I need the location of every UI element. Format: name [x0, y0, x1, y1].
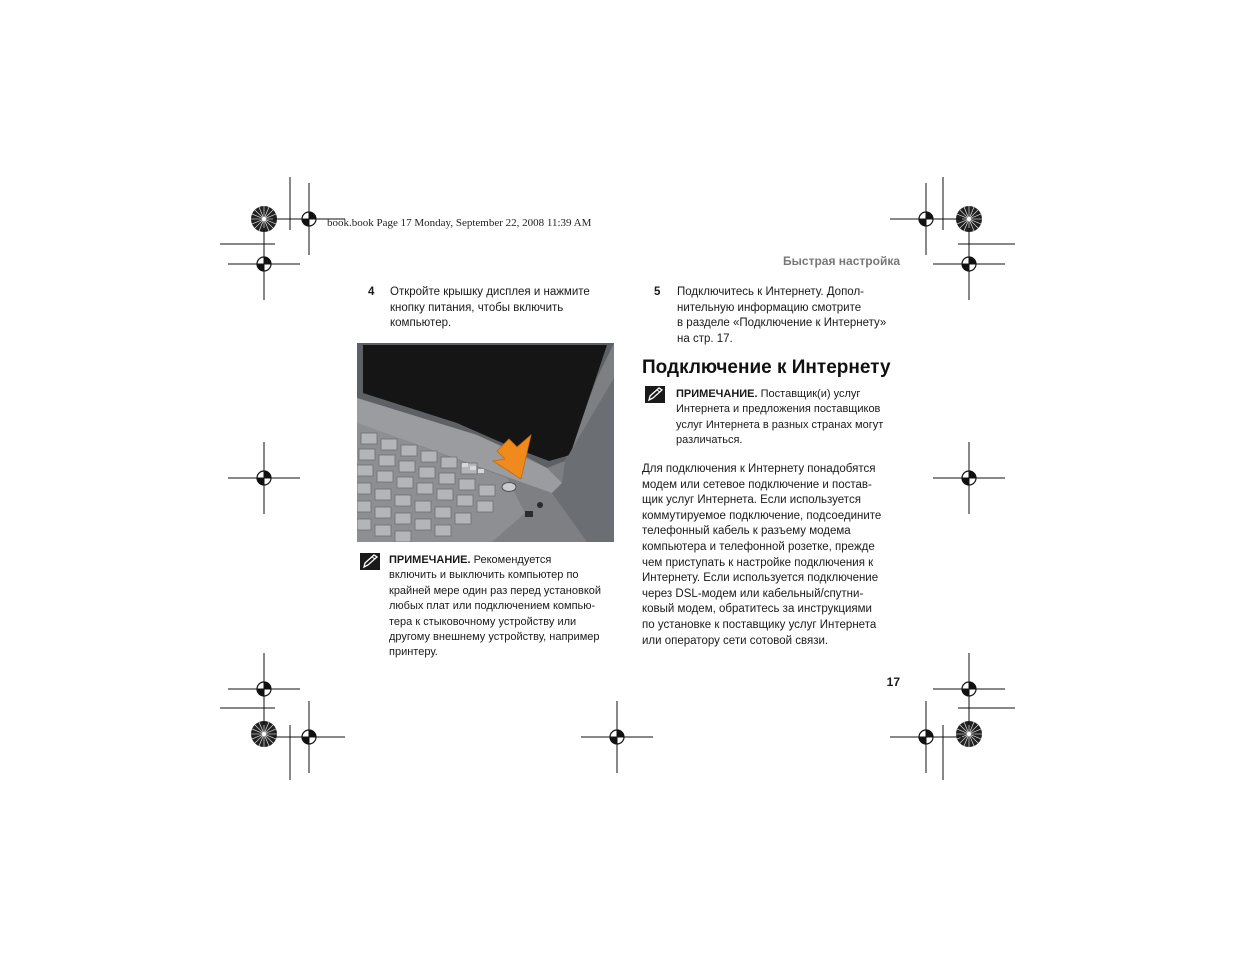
- text-line: в разделе «Подключение к Интернету»: [677, 317, 887, 330]
- text-line: Интернета и предложения поставщиков: [676, 403, 881, 416]
- text-line: модем или сетевое подключение и постав-: [642, 478, 872, 491]
- registration-target-icon: [890, 183, 962, 255]
- step-number: 5: [654, 286, 661, 298]
- text-line: по установке к поставщику услуг Интернета: [642, 618, 877, 631]
- text-line: ковый модем, обратитесь за инструкциями: [642, 603, 872, 616]
- note-pencil-icon: [645, 386, 665, 408]
- note-label: ПРИМЕЧАНИЕ.: [389, 554, 471, 566]
- note-first-line: [676, 387, 906, 402]
- text-line: любых плат или подключением компью-: [389, 600, 596, 613]
- page-number: 17: [886, 675, 900, 689]
- text-line: на стр. 17.: [677, 332, 733, 345]
- step-text: [677, 285, 917, 347]
- text-line: включить и выключить компьютер по: [389, 569, 579, 582]
- registration-target-icon: [933, 442, 1005, 514]
- text-line: коммутируемое подключение, подсоедините: [642, 509, 882, 522]
- text-line: различаться.: [676, 434, 743, 447]
- laptop-power-button-photo: [357, 343, 614, 542]
- text-line: крайней мере один раз перед установкой: [389, 584, 602, 597]
- text-line: чем приступать к настройке подключения к: [642, 556, 874, 569]
- note-label: ПРИМЕЧАНИЕ.: [676, 388, 758, 400]
- text-line: телефонный кабель к разъему модема: [642, 525, 851, 538]
- text-line: принтеру.: [389, 646, 438, 659]
- registration-target-icon: [273, 701, 345, 773]
- note-text: Поставщик(и) услуг: [757, 388, 861, 400]
- text-line: Откройте крышку дисплея и нажмите: [390, 286, 590, 298]
- text-line: через DSL-модем или кабельный/спутни-: [642, 587, 864, 600]
- text-line: или оператору сети сотовой связи.: [642, 634, 829, 647]
- step-number: 4: [368, 286, 375, 298]
- note-text: Рекомендуется: [470, 554, 552, 566]
- registration-target-icon: [228, 228, 300, 300]
- text-line: компьютера и телефонной розетке, прежде: [642, 540, 875, 553]
- text-line: Подключитесь к Интернету. Допол-: [677, 286, 864, 298]
- text-line: тера к стыковочному устройству или: [389, 615, 577, 628]
- text-line: другому внешнему устройству, например: [389, 631, 600, 644]
- body-paragraph: [642, 462, 902, 649]
- text-line: нительную информацию смотрите: [677, 301, 862, 314]
- registration-target-icon: [581, 701, 653, 773]
- note-first-line: [389, 553, 621, 568]
- running-head: Быстрая настройка: [783, 254, 900, 268]
- registration-target-icon: [890, 701, 962, 773]
- note-pencil-icon: [360, 553, 380, 575]
- step-text: [390, 285, 620, 332]
- registration-target-icon: [228, 653, 300, 725]
- section-heading: Подключение к Интернету: [642, 357, 891, 378]
- text-line: Интернету. Если используется подключение: [642, 572, 879, 585]
- text-line: щик услуг Интернета. Если используется: [642, 494, 861, 507]
- print-slug: book.book Page 17 Monday, September 22, 2008 11:39 AM: [327, 217, 592, 229]
- registration-target-icon: [933, 228, 1005, 300]
- text-line: компьютер.: [390, 317, 452, 330]
- text-line: услуг Интернета в разных странах могут: [676, 418, 884, 431]
- note-left: [389, 553, 621, 661]
- registration-target-icon: [228, 442, 300, 514]
- text-line: кнопку питания, чтобы включить: [390, 301, 564, 314]
- text-line: Для подключения к Интернету понадобятся: [642, 463, 876, 475]
- registration-target-icon: [933, 653, 1005, 725]
- note-right: [676, 387, 906, 449]
